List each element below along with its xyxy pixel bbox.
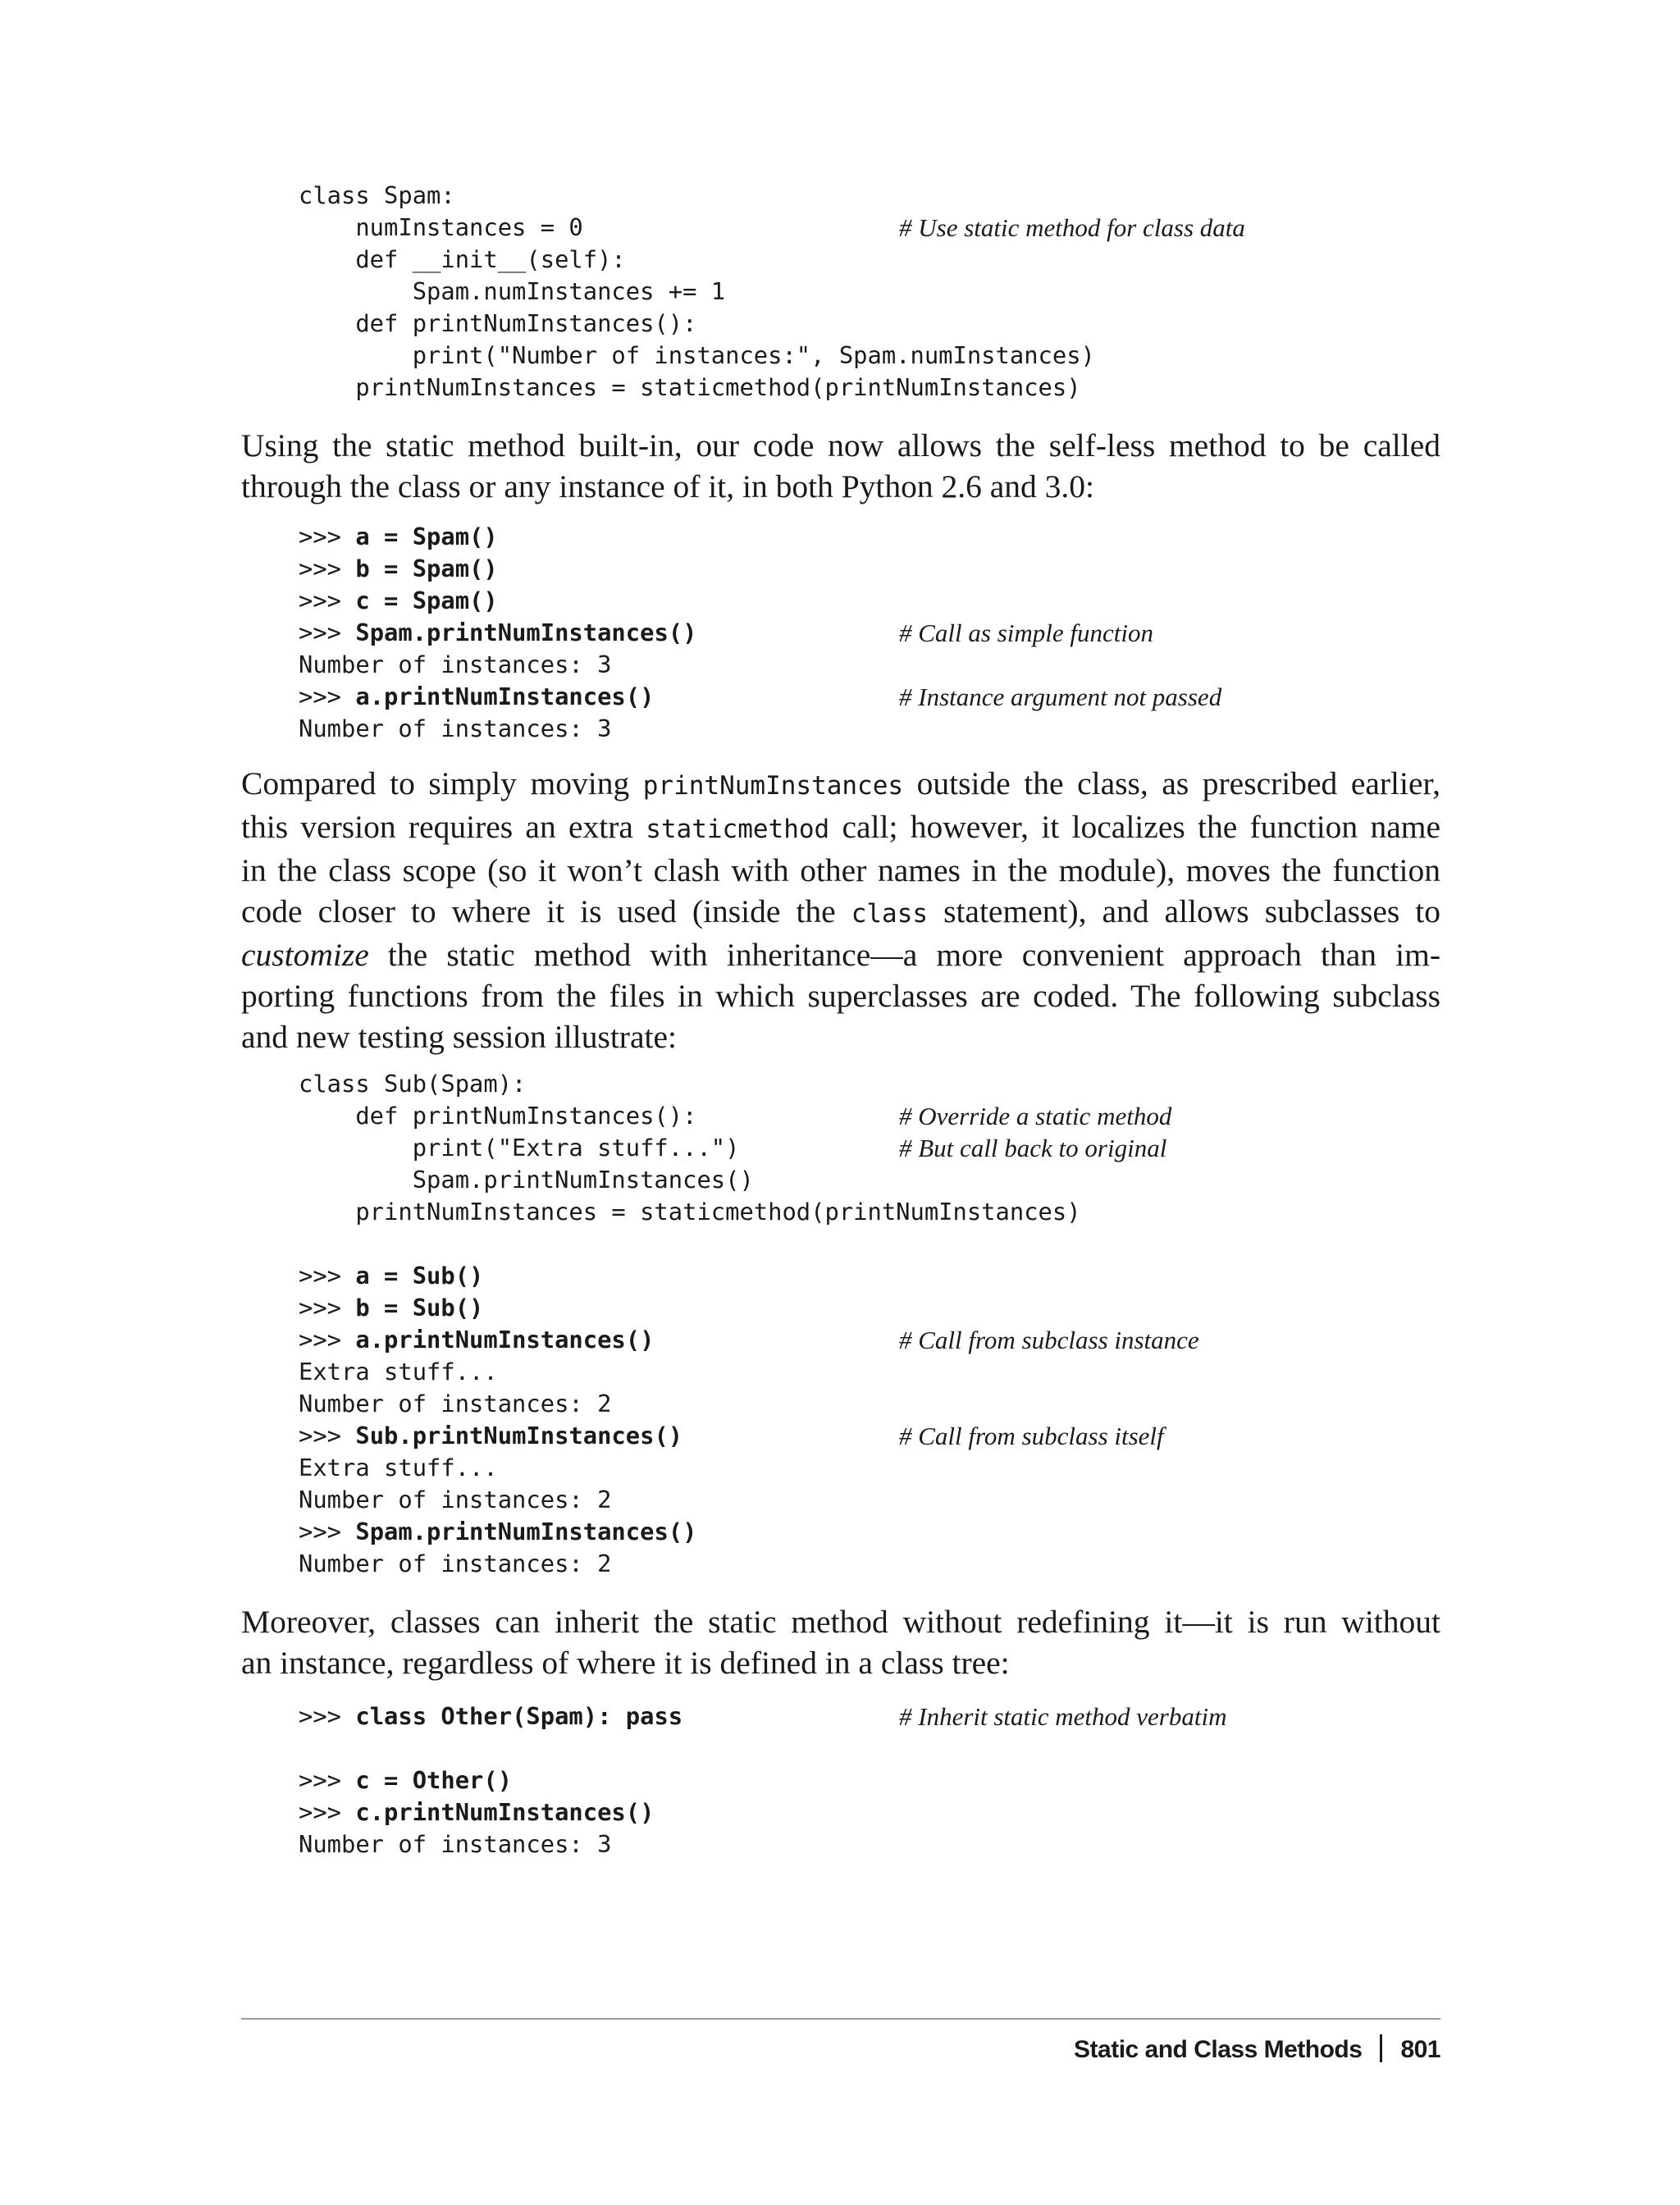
paragraph-line: and new testing session illustrate: xyxy=(241,1019,677,1055)
code-block-class-other xyxy=(299,1701,1440,1732)
prompt: >>> xyxy=(299,1766,356,1794)
code-block-class-sub xyxy=(299,1068,1440,1228)
code-comment: # Call from subclass itself xyxy=(899,1422,1164,1450)
code-line xyxy=(299,1100,1440,1132)
code-output: Number of instances: 3 xyxy=(299,651,612,678)
code-text: print("Number of instances:", Spam.numInstances) xyxy=(299,341,1095,369)
code-text: Spam.numInstances += 1 xyxy=(299,277,726,305)
code-text: class Spam: xyxy=(299,181,455,209)
code-text: def printNumInstances(): xyxy=(299,309,697,337)
code-line xyxy=(299,713,1440,745)
code-input: class Other(Spam): pass xyxy=(355,1702,683,1730)
prompt: >>> xyxy=(299,1702,356,1730)
code-text: numInstances = 0 xyxy=(299,213,583,241)
inline-code: class xyxy=(851,899,929,929)
code-output: Extra stuff... xyxy=(299,1358,498,1386)
code-input: Spam.printNumInstances() xyxy=(355,1518,697,1545)
page-number: 801 xyxy=(1400,2036,1440,2063)
code-line xyxy=(299,1164,1440,1196)
prompt: >>> xyxy=(299,682,356,710)
code-input: a = Sub() xyxy=(355,1262,484,1290)
paragraph-line: Compared to simply moving printNumInstances outside the class, as prescribed earlier, xyxy=(241,765,1440,801)
code-text: Spam.printNumInstances() xyxy=(299,1166,754,1194)
code-line xyxy=(299,1388,1440,1420)
code-line xyxy=(299,180,1440,212)
code-input: c = Spam() xyxy=(355,587,498,614)
footer-separator xyxy=(1380,2034,1382,2062)
page-footer xyxy=(1074,2034,1440,2064)
prompt: >>> xyxy=(299,1326,356,1354)
emphasis: customize xyxy=(241,937,369,973)
code-line xyxy=(299,1764,1440,1796)
code-output: Number of instances: 2 xyxy=(299,1390,612,1418)
code-line xyxy=(299,1132,1440,1164)
footer-divider xyxy=(241,2018,1440,2020)
code-line xyxy=(299,649,1440,681)
code-line xyxy=(299,340,1440,372)
code-block-session-3 xyxy=(299,1764,1440,1860)
code-block-session-1 xyxy=(299,521,1440,745)
code-line xyxy=(299,1260,1440,1292)
code-comment: # Override a static method xyxy=(899,1102,1172,1130)
code-line xyxy=(299,1196,1440,1228)
code-line xyxy=(299,1324,1440,1356)
code-comment: # But call back to original xyxy=(899,1134,1167,1162)
code-text: printNumInstances = staticmethod(printNumInstances) xyxy=(299,373,1081,401)
code-text: def printNumInstances(): xyxy=(299,1102,697,1130)
code-line xyxy=(299,585,1440,617)
code-output: Extra stuff... xyxy=(299,1454,498,1481)
code-input: b = Spam() xyxy=(355,555,498,582)
code-comment: # Instance argument not passed xyxy=(899,682,1222,711)
code-line xyxy=(299,617,1440,649)
code-line xyxy=(299,521,1440,553)
paragraph-moreover xyxy=(241,1601,1440,1683)
code-output: Number of instances: 3 xyxy=(299,1830,612,1858)
inline-code: printNumInstances xyxy=(642,771,904,801)
code-line xyxy=(299,276,1440,308)
code-output: Number of instances: 2 xyxy=(299,1486,612,1513)
running-section-title: Static and Class Methods xyxy=(1074,2036,1363,2063)
code-line xyxy=(299,1796,1440,1828)
code-text: class Sub(Spam): xyxy=(299,1070,527,1098)
prompt: >>> xyxy=(299,1798,356,1826)
code-line xyxy=(299,1516,1440,1548)
code-block-class-spam xyxy=(299,180,1440,404)
prompt: >>> xyxy=(299,523,356,550)
inline-code: staticmethod xyxy=(646,815,830,844)
code-text: print("Extra stuff...") xyxy=(299,1134,740,1162)
code-text: printNumInstances = staticmethod(printNumInstances) xyxy=(299,1198,1081,1226)
code-input: a.printNumInstances() xyxy=(355,1326,655,1354)
prompt: >>> xyxy=(299,555,356,582)
code-input: b = Sub() xyxy=(355,1294,484,1322)
code-line xyxy=(299,372,1440,404)
paragraph-line: customize the static method with inheritance—a more convenient approach than im- xyxy=(241,937,1440,973)
code-input: Sub.printNumInstances() xyxy=(355,1422,683,1449)
code-output: Number of instances: 2 xyxy=(299,1550,612,1577)
prompt: >>> xyxy=(299,587,356,614)
code-line xyxy=(299,1292,1440,1324)
code-line xyxy=(299,1484,1440,1516)
code-comment: # Use static method for class data xyxy=(899,213,1245,242)
prompt: >>> xyxy=(299,1518,356,1545)
code-line xyxy=(299,1548,1440,1580)
code-line xyxy=(299,244,1440,276)
paragraph-line: through the class or any instance of it, in both Python 2.6 and 3.0: xyxy=(241,468,1095,504)
code-output: Number of instances: 3 xyxy=(299,714,612,742)
code-line xyxy=(299,1068,1440,1100)
code-input: c.printNumInstances() xyxy=(355,1798,655,1826)
code-line xyxy=(299,308,1440,340)
prompt: >>> xyxy=(299,1262,356,1290)
code-line xyxy=(299,1701,1440,1732)
code-comment: # Inherit static method verbatim xyxy=(899,1702,1227,1731)
code-comment: # Call as simple function xyxy=(899,619,1153,647)
code-line xyxy=(299,681,1440,713)
code-input: a.printNumInstances() xyxy=(355,682,655,710)
code-input: c = Other() xyxy=(355,1766,513,1794)
code-comment: # Call from subclass instance xyxy=(899,1326,1199,1354)
prompt: >>> xyxy=(299,1294,356,1322)
paragraph-line: Moreover, classes can inherit the static method without redefining it—it is run without xyxy=(241,1604,1440,1640)
code-line xyxy=(299,1420,1440,1452)
paragraph-line: Using the static method built-in, our code now allows the self-less method to be called xyxy=(241,427,1440,463)
paragraph-compared xyxy=(241,763,1440,1057)
paragraph-line: in the class scope (so it won’t clash with other names in the module), moves the function xyxy=(241,852,1440,888)
code-input: Spam.printNumInstances() xyxy=(355,619,697,646)
paragraph-line: code closer to where it is used (inside the class statement), and allows subclasses to xyxy=(241,893,1440,929)
paragraph-line: porting functions from the files in which superclasses are coded. The following subclass xyxy=(241,978,1440,1014)
code-block-session-2 xyxy=(299,1260,1440,1580)
code-line xyxy=(299,1356,1440,1388)
code-text: def __init__(self): xyxy=(299,245,626,273)
prompt: >>> xyxy=(299,1422,356,1449)
code-line xyxy=(299,553,1440,585)
paragraph-static-builtin xyxy=(241,425,1440,507)
prompt: >>> xyxy=(299,619,356,646)
code-line xyxy=(299,1828,1440,1860)
code-line xyxy=(299,212,1440,244)
code-input: a = Spam() xyxy=(355,523,498,550)
paragraph-line: this version requires an extra staticmethod call; however, it localizes the function name xyxy=(241,809,1440,845)
paragraph-line: an instance, regardless of where it is defined in a class tree: xyxy=(241,1645,1010,1681)
code-line xyxy=(299,1452,1440,1484)
